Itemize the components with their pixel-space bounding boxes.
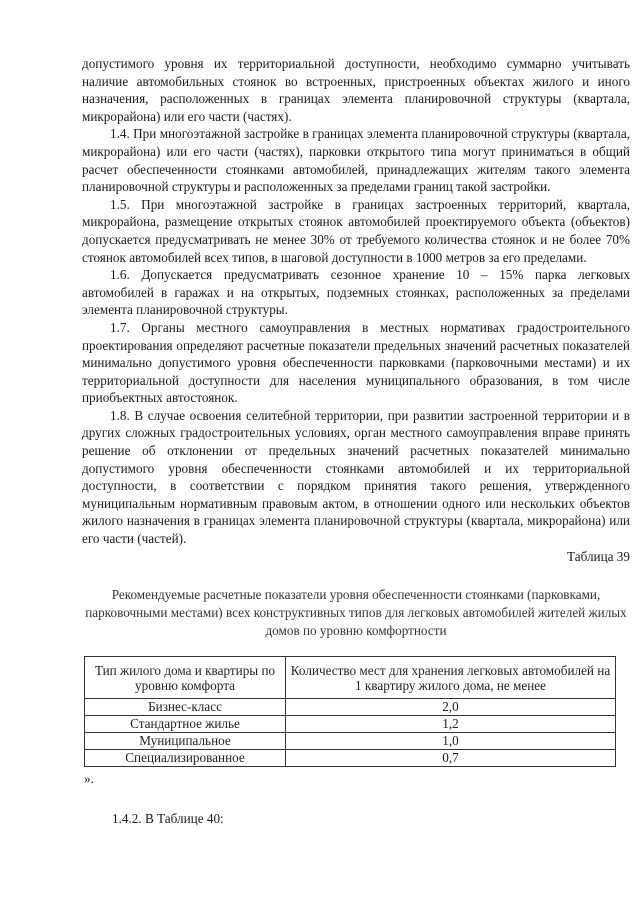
cell-parking-value: 0,7 bbox=[286, 749, 616, 766]
next-section-heading: 1.4.2. В Таблице 40: bbox=[112, 810, 224, 826]
paragraph-1-7: 1.7. Органы местного самоуправления в местных нормативах градостроительного проектирования определяют расчетные показатели предельных значений расчетных показателей минимально допустимого уровня обеспеченности парковками (парковочными местами) и их территориальной доступности для населения муниципального образования, в том числе приобъектных автостоянок. bbox=[82, 319, 630, 406]
table-row bbox=[85, 749, 616, 766]
table-row bbox=[85, 715, 616, 732]
header-parking-places: Количество мест для хранения легковых автомобилей на 1 квартиру жилого дома, не менее bbox=[286, 656, 616, 698]
closing-quote: ». bbox=[84, 770, 94, 786]
paragraph-1-5: 1.5. При многоэтажной застройке в границах застроенных территорий, квартала, микрорайона, размещение открытых стоянок автомобилей проектируемого объекта (объектов) допускается предусматривать не менее 30% от требуемого количества стоянок и не более 70% стоянок автомобилей всех типов, в шаговой доступности в 1000 метров за его пределами. bbox=[82, 196, 630, 265]
document-page bbox=[82, 55, 630, 827]
cell-parking-value: 1,2 bbox=[286, 715, 616, 732]
table-caption: Рекомендуемые расчетные показатели уровня обеспеченности стоянками (парковками, парковочными местами) всех конструктивных типов для легковых автомобилей жителей жилых домов по уровню комфортности bbox=[85, 587, 627, 638]
cell-housing-type: Бизнес-класс bbox=[85, 698, 286, 715]
table-row bbox=[85, 698, 616, 715]
header-housing-type: Тип жилого дома и квартиры по уровню комфорта bbox=[85, 656, 286, 698]
table-number: Таблица 39 bbox=[567, 548, 630, 564]
table-header-row bbox=[85, 656, 616, 698]
table-row bbox=[85, 732, 616, 749]
cell-housing-type: Стандартное жилье bbox=[85, 715, 286, 732]
cell-parking-value: 1,0 bbox=[286, 732, 616, 749]
paragraph-1-8: 1.8. В случае освоения селитебной территории, при развитии застроенной территории и в других сложных градостроительных условиях, орган местного самоуправления вправе принять решение об отклонении от предельных значений расчетных показателей минимально допустимого уровня обеспеченности стоянками автомобилей и их территориальной доступности, в соответствии с порядком принятия такого решения, утвержденного муниципальным нормативным правовым актом, в отношении одного или нескольких объектов жилого назначения в границах элемента планировочной структуры (квартала, микрорайона) или его части (частей). bbox=[82, 407, 630, 547]
comfort-parking-table bbox=[84, 656, 616, 767]
cell-parking-value: 2,0 bbox=[286, 698, 616, 715]
cell-housing-type: Специализированное bbox=[85, 749, 286, 766]
paragraph-1-6: 1.6. Допускается предусматривать сезонное хранение 10 – 15% парка легковых автомобилей в гаражах и на открытых, подземных стоянках, расположенных за пределами элемента планировочной структуры. bbox=[82, 267, 630, 318]
paragraph-continuation: допустимого уровня их территориальной доступности, необходимо суммарно учитывать наличие автомобильных стоянок во встроенных, пристроенных объектах жилого и иного назначения, расположенных в границах элемента планировочной структуры (квартала, микрорайона) или его части (частях). bbox=[82, 56, 630, 124]
paragraph-1-4: 1.4. При многоэтажной застройке в границах элемента планировочной структуры (квартала, микрорайона) или его части (частях), парковки открытого типа могут приниматься в общий расчет обеспеченности стоянками автомобилей, принадлежащих жителям такого элемента планировочной структуры и расположенных за пределами границ такой застройки. bbox=[82, 126, 630, 195]
cell-housing-type: Муниципальное bbox=[85, 732, 286, 749]
